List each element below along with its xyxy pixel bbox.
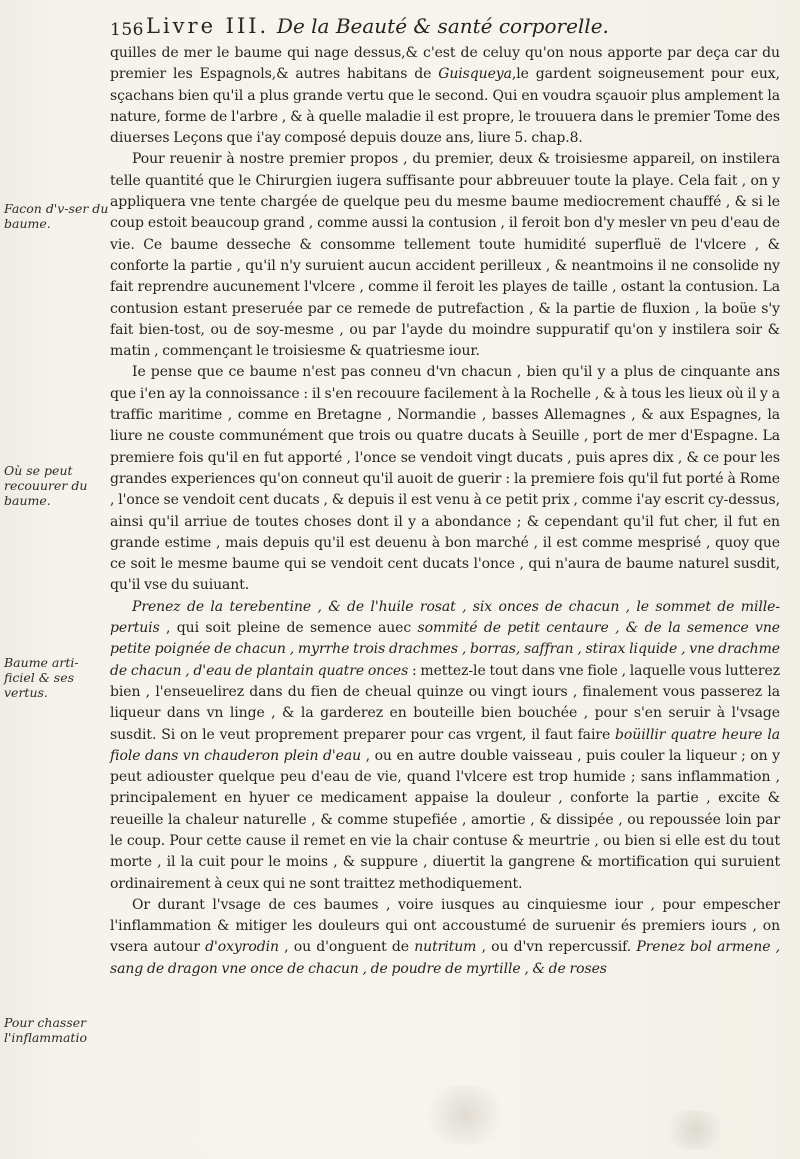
body-text — [110, 43, 780, 980]
margin-note-artificial-balm: Baume arti-ficiel & ses vertus. — [4, 655, 79, 700]
italic-text-run: boüillir quatre heure la fiole dans vn chauderon plein d'eau — [110, 726, 780, 764]
running-head — [146, 14, 609, 38]
paragraph — [110, 597, 780, 895]
text-run: Or durant l'vsage de ces baumes , voire iusques au cinquiesme iour , pour empescher l'inflammation & mitiger les douleurs qui ont accoustumé de suruenir és premiers iours , on vsera autour — [110, 896, 780, 956]
text-run: , ou d'vn repercussif. — [476, 939, 637, 956]
margin-note-inflammation: Pour chasser l'inflammatio — [4, 1015, 87, 1045]
italic-text-run: nutritum — [414, 939, 477, 956]
text-run: Pour reuenir à nostre premier propos , du premier, deux & troisiesme appareil, on instilera telle quantité que le Chirurgien iugera suffisante pour abbreuuer toute la playe. Cela fait , on y appliquera vne tente chargée de quelque peu du mesme baume mediocrement chauffé , & si le coup estoit beaucoup grand , comme aussi la contusion , il feroit bon d'y mesler vn peu d'eau de vie. Ce baume desseche & consomme tellement toute humidité superfluë de l'vlcere , & conforte la partie , qu'il n'y suruient aucun accident perilleux , & neantmoins il ne consolide ny fait reprendre aucunement l'vlcere , comme il feroit les playes de taille , ostant la contusion. La contusion estant preseruée par ce remede de putrefaction , & la partie de fluxion , la boüe s'y fait bien-tost, ou de soy-mesme , ou par l'ayde du moindre suppuratif qu'on y instilera soir & matin , commençant le troisiesme & quatriesme iour. — [110, 151, 780, 360]
paragraph — [110, 149, 780, 362]
chapter-subject: De la Beauté & santé corporelle. — [276, 14, 609, 38]
paragraph — [110, 362, 780, 596]
paper-stain — [660, 1110, 730, 1150]
page-number: 156 — [110, 20, 144, 40]
text-run: Ie pense que ce baume n'est pas conneu d'vn chacun , bien qu'il y a plus de cinquante ans que i'en ay la connoissance : il s'en recouure facilement à la Rochelle , & à tous les lieux où il y a traffic maritime , comme en Bretagne , Normandie , basses Allemagnes , & aux Espagnes, la liure ne couste communément que trois ou quatre ducats à Seuille , port de mer d'Espagne. La premiere fois qu'il en fut apporté , l'once se vendoit vingt ducats , puis apres dix , & ce pour les grandes experiences qu'on conneut qu'il auoit de guerir : la premiere fois qu'il fut porté à Rome , l'once se vendoit cent ducats , & depuis il est venu à ce petit prix , comme i'ay escrit cy-dessus, ainsi qu'il arriue de toutes choses dont il y a abondance ; & cependant qu'il fut cher, il fut en grande estime , mais depuis qu'il est deuenu à bon marché , il est comme mesprisé , quoy que ce soit le mesme baume qui se vendoit cent ducats l'once , qui n'aura de baume naturel susdit, qu'il vse du suiuant. — [110, 364, 780, 594]
text-run: , ou en autre double vaisseau , puis couler la liqueur ; on y peut adiouster quelque peu d'eau de vie, quand l'vlcere est trop humide ; sans inflammation , principalement en hyuer ce medicament appaise la douleur , conforte la partie , excite & reueille la chaleur naturelle , & comme stupefiée , amortie , & dissipée , ou repoussée loin par le coup. Pour cette cause il remet en vie la chair contuse & meurtrie , ou bien si elle est du tout morte , il la cuit pour le moins , & suppure , diuertit la gangrene & mortification qui suruient ordinairement à ceux qui ne sont traittez methodiquement. — [110, 747, 780, 892]
book-title: Livre III. — [146, 14, 270, 38]
text-run: , ou d'onguent de — [278, 939, 415, 956]
text-run: quilles de mer le baume qui nage dessus,& c'est de celuy qu'on nous apporte par deça car du premier les Espagnols,& autres habitans de — [110, 45, 780, 83]
running-header — [110, 14, 780, 42]
text-run: ,le gardent soigneusement pour eux, sçachans bien qu'il a plus grande vertu que le second. Qui en voudra sçauoir plus amplement la nature, forme de l'arbre , & à quelle maladie il est propre, le trouuera dans le premier Tome des diuerses Leçons que i'ay composé depuis douze ans, liure 5. chap.8. — [110, 66, 780, 147]
italic-text-run: Prenez de la terebentine , & de l'huile rosat , six onces de chacun , le sommet de mille-pertuis — [110, 598, 780, 637]
italic-text-run: d'oxyrodin — [205, 939, 279, 956]
italic-text-run: sommité de petit centaure , & de la semence vne petite poignée de chacun , myrrhe trois drachmes , borras, saffran , stirax liquide , vne drachme de chacun , d'eau de plantain quatre onces — [110, 620, 780, 679]
paragraph — [110, 895, 780, 980]
margin-note-usage: Facon d'v-ser du baume. — [4, 201, 109, 231]
text-run: , qui soit pleine de semence auec — [159, 620, 418, 637]
text-run: : mettez-le tout dans vne fiole , laquelle vous lutterez bien , l'enseuelirez dans du fien de cheual quinze ou vingt iours , finalement vous passerez la liqueur dans vn linge , & la garderez en bouteille bien bouchée , pour s'en seruir à l'vsage susdit. Si on le veut proprement preparer pour cas vrgent, il faut faire — [110, 662, 780, 743]
paragraph — [110, 43, 780, 149]
italic-text-run: Prenez bol armene , sang de dragon vne once de chacun , de poudre de myrtille , & de roses — [110, 939, 780, 977]
paper-stain — [420, 1085, 510, 1145]
italic-text-run: Guisqueya — [438, 66, 512, 83]
margin-note-source: Où se peut recouurer du baume. — [4, 463, 88, 508]
